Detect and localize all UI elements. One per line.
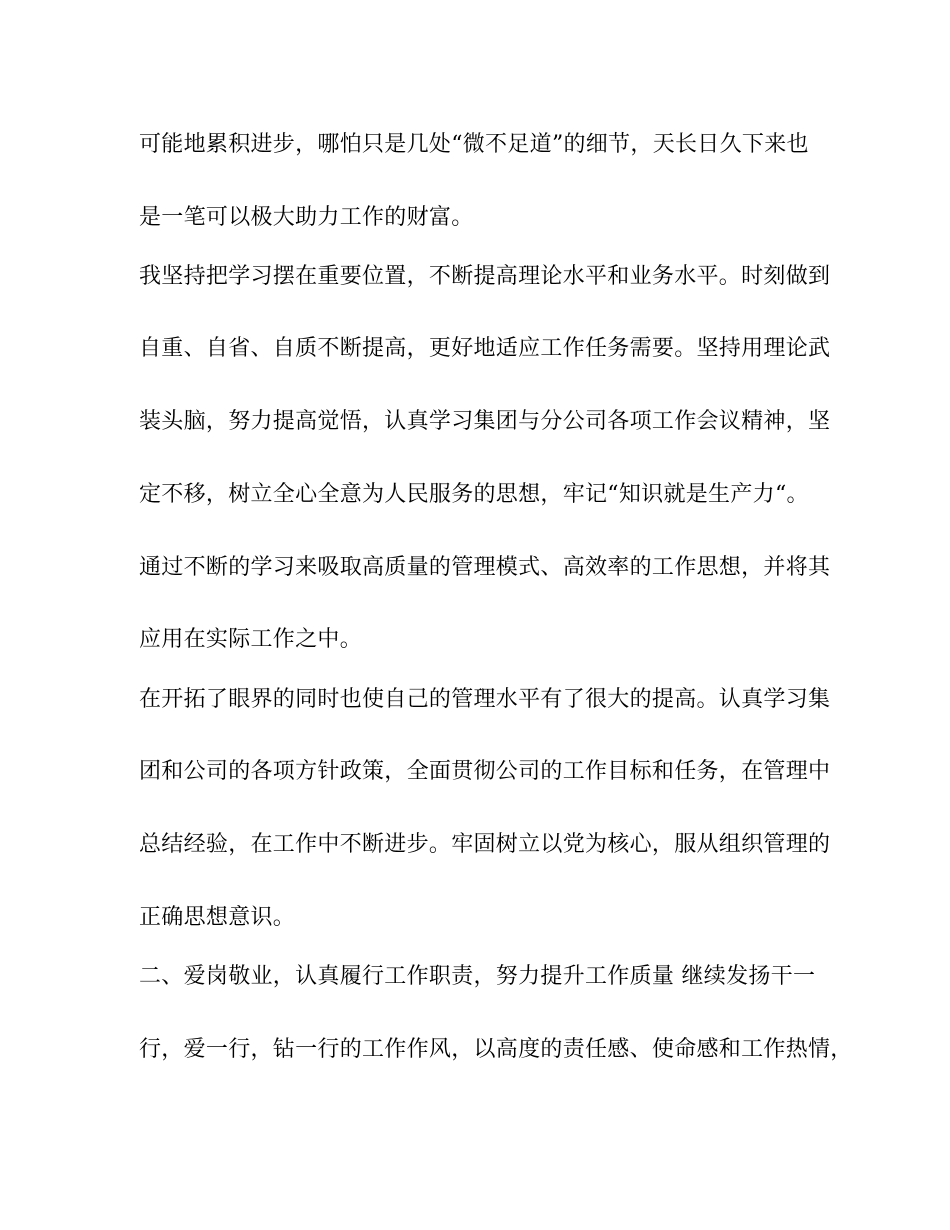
text-line: 定不移，树立全心全意为人民服务的思想，牢记“知识就是生产力“。 xyxy=(139,482,809,507)
text-line: 总结经验，在工作中不断进步。牢固树立以党为核心，服从组织管理的 xyxy=(139,832,831,857)
text-line: 是一笔可以极大助力工作的财富。 xyxy=(139,205,474,230)
text-line: 正确思想意识。 xyxy=(139,905,296,930)
text-line: 团和公司的各项方针政策，全面贯彻公司的工作目标和任务，在管理中 xyxy=(139,759,831,784)
text-line: 在开拓了眼界的同时也使自己的管理水平有了很大的提高。认真学习集 xyxy=(139,687,831,712)
text-line: 装头脑，努力提高觉悟，认真学习集团与分公司各项工作会议精神，坚 xyxy=(139,409,831,434)
text-line: 应用在实际工作之中。 xyxy=(139,627,363,652)
text-line: 行，爱一行，钻一行的工作作风，以高度的责任感、使命感和工作热情， xyxy=(139,1037,853,1062)
text-line: 通过不断的学习来吸取高质量的管理模式、高效率的工作思想，并将其 xyxy=(139,555,831,580)
text-line: 二、爱岗敬业，认真履行工作职责，努力提升工作质量 继续发扬干一 xyxy=(139,964,816,989)
text-line: 自重、自省、自质不断提高，更好地适应工作任务需要。坚持用理论武 xyxy=(139,336,831,361)
text-line: 可能地累积进步，哪怕只是几处“微不足道”的细节，天长日久下来也 xyxy=(139,132,809,157)
text-line: 我坚持把学习摆在重要位置，不断提高理论水平和业务水平。时刻做到 xyxy=(139,264,831,289)
